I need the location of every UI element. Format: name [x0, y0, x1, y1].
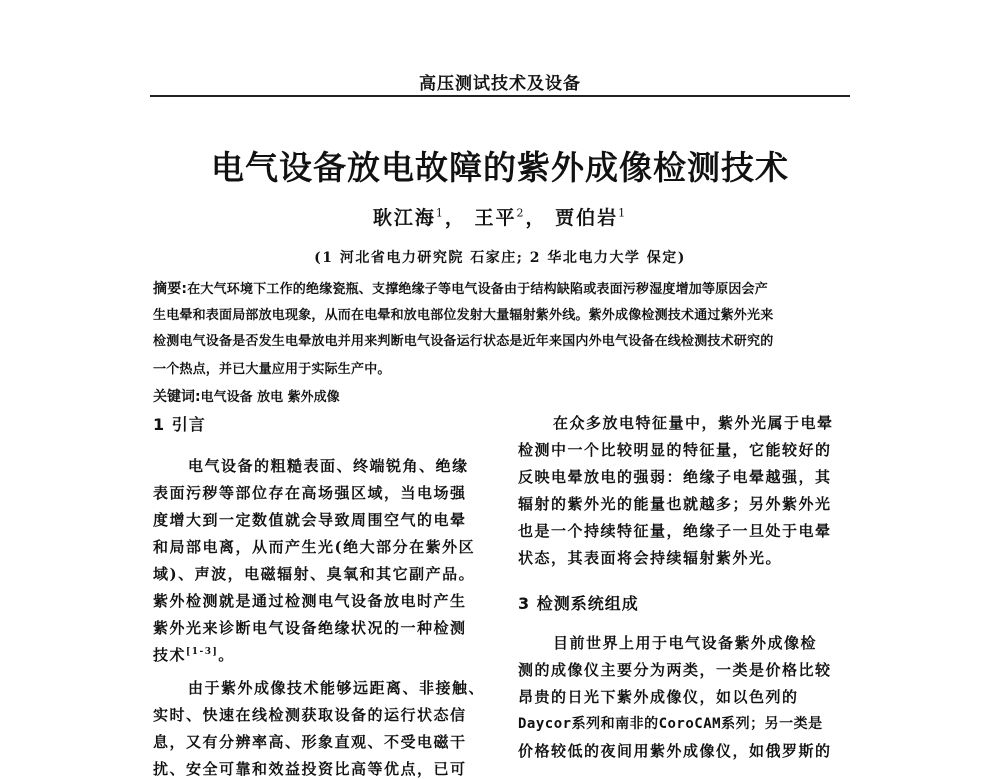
body-line: Daycor系列和南非的CoroCAM系列；另一类是 [518, 716, 823, 732]
body-line: 辐射的紫外光的能量也就越多；另外紫外光 [518, 495, 832, 513]
author-separator: ， [525, 207, 547, 229]
author-name: 贾伯岩 [555, 207, 619, 229]
abstract-label: 摘要: [153, 281, 188, 297]
affiliation: (1 河北省电力研究院 石家庄; 2 华北电力大学 保定) [314, 250, 686, 266]
body-line: 测的成像仪主要分为两类，一类是价格比较 [518, 661, 832, 679]
body-line: 域)、声波，电磁辐射、臭氧和其它副产品。 [153, 565, 476, 583]
paper-title: 电气设备放电故障的紫外成像检测技术 [211, 148, 789, 187]
body-line: 昂贵的日光下紫外成像仪，如以色列的 [518, 688, 799, 706]
body-line: 度增大到一定数值就会导致周围空气的电晕 [153, 511, 467, 529]
body-line: 息，又有分辨率高、形象直观、不受电磁干 [153, 733, 467, 751]
body-line: 目前世界上用于电气设备紫外成像检 [553, 634, 818, 652]
keywords-label: 关键词: [153, 389, 201, 405]
body-line: 检测中一个比较明显的特征量，它能较好的 [518, 441, 832, 459]
abstract-line: 一个热点，并已大量应用于实际生产中。 [153, 362, 391, 377]
body-line: 电气设备的粗糙表面、终端锐角、绝缘 [188, 457, 469, 475]
body-line: 由于紫外成像技术能够远距离、非接触、 [188, 679, 486, 697]
body-text: 技术 [153, 646, 187, 664]
keywords-line [153, 386, 340, 406]
abstract-line: 生电晕和表面局部放电现象，从而在电晕和放电部位发射大量辐射紫外线。紫外成像检测技术通过紫外光来 [153, 308, 774, 323]
body-line: 实时、快速在线检测获取设备的运行状态信 [153, 706, 467, 724]
journal-section-header: 高压测试技术及设备 [419, 74, 581, 94]
body-line: 表面污秽等部位存在高场强区域，当电场强 [153, 484, 467, 502]
section-heading-system: 3 检测系统组成 [518, 594, 639, 613]
author-affil-number: 1 [618, 206, 628, 220]
body-line: 紫外检测就是通过检测电气设备放电时产生 [153, 592, 467, 610]
author-affil-number: 2 [516, 206, 526, 220]
body-line: 在众多放电特征量中，紫外光属于电晕 [553, 414, 834, 432]
author-name: 王平 [474, 207, 517, 229]
body-line: 紫外光来诊断电气设备绝缘状况的一种检测 [153, 619, 467, 637]
abstract-text: 在大气环境下工作的绝缘瓷瓶、支撑绝缘子等电气设备由于结构缺陷或表面污秽湿度增加等原因会产 [187, 282, 769, 297]
abstract-line: 检测电气设备是否发生电晕放电并用来判断电气设备运行状态是近年来国内外电气设备在线检测技术研究的 [153, 334, 774, 349]
body-line: 和局部电离，从而产生光(绝大部分在紫外区 [153, 538, 476, 556]
author-list [0, 203, 1000, 230]
author-name: 耿江海 [372, 207, 436, 229]
body-line: 反映电晕放电的强弱：绝缘子电晕越强，其 [518, 468, 832, 486]
body-line: 价格较低的夜间用紫外成像仪，如俄罗斯的 [518, 742, 832, 760]
author-separator: ， [444, 207, 466, 229]
keywords-text: 电气设备 放电 紫外成像 [200, 390, 340, 405]
body-line: 扰、安全可靠和效益投资比高等优点，已可 [153, 760, 467, 778]
abstract-line [153, 278, 768, 298]
author-affil-number: 1 [435, 206, 445, 220]
body-line: 状态，其表面将会持续辐射紫外光。 [518, 549, 783, 567]
header-rule [150, 95, 850, 97]
citation-ref: [1-3] [186, 647, 219, 657]
body-line: 也是一个持续特征量，绝缘子一旦处于电晕 [518, 522, 832, 540]
body-line [153, 644, 235, 665]
body-text: 。 [218, 646, 235, 664]
section-heading-intro: 1 引言 [153, 415, 206, 434]
